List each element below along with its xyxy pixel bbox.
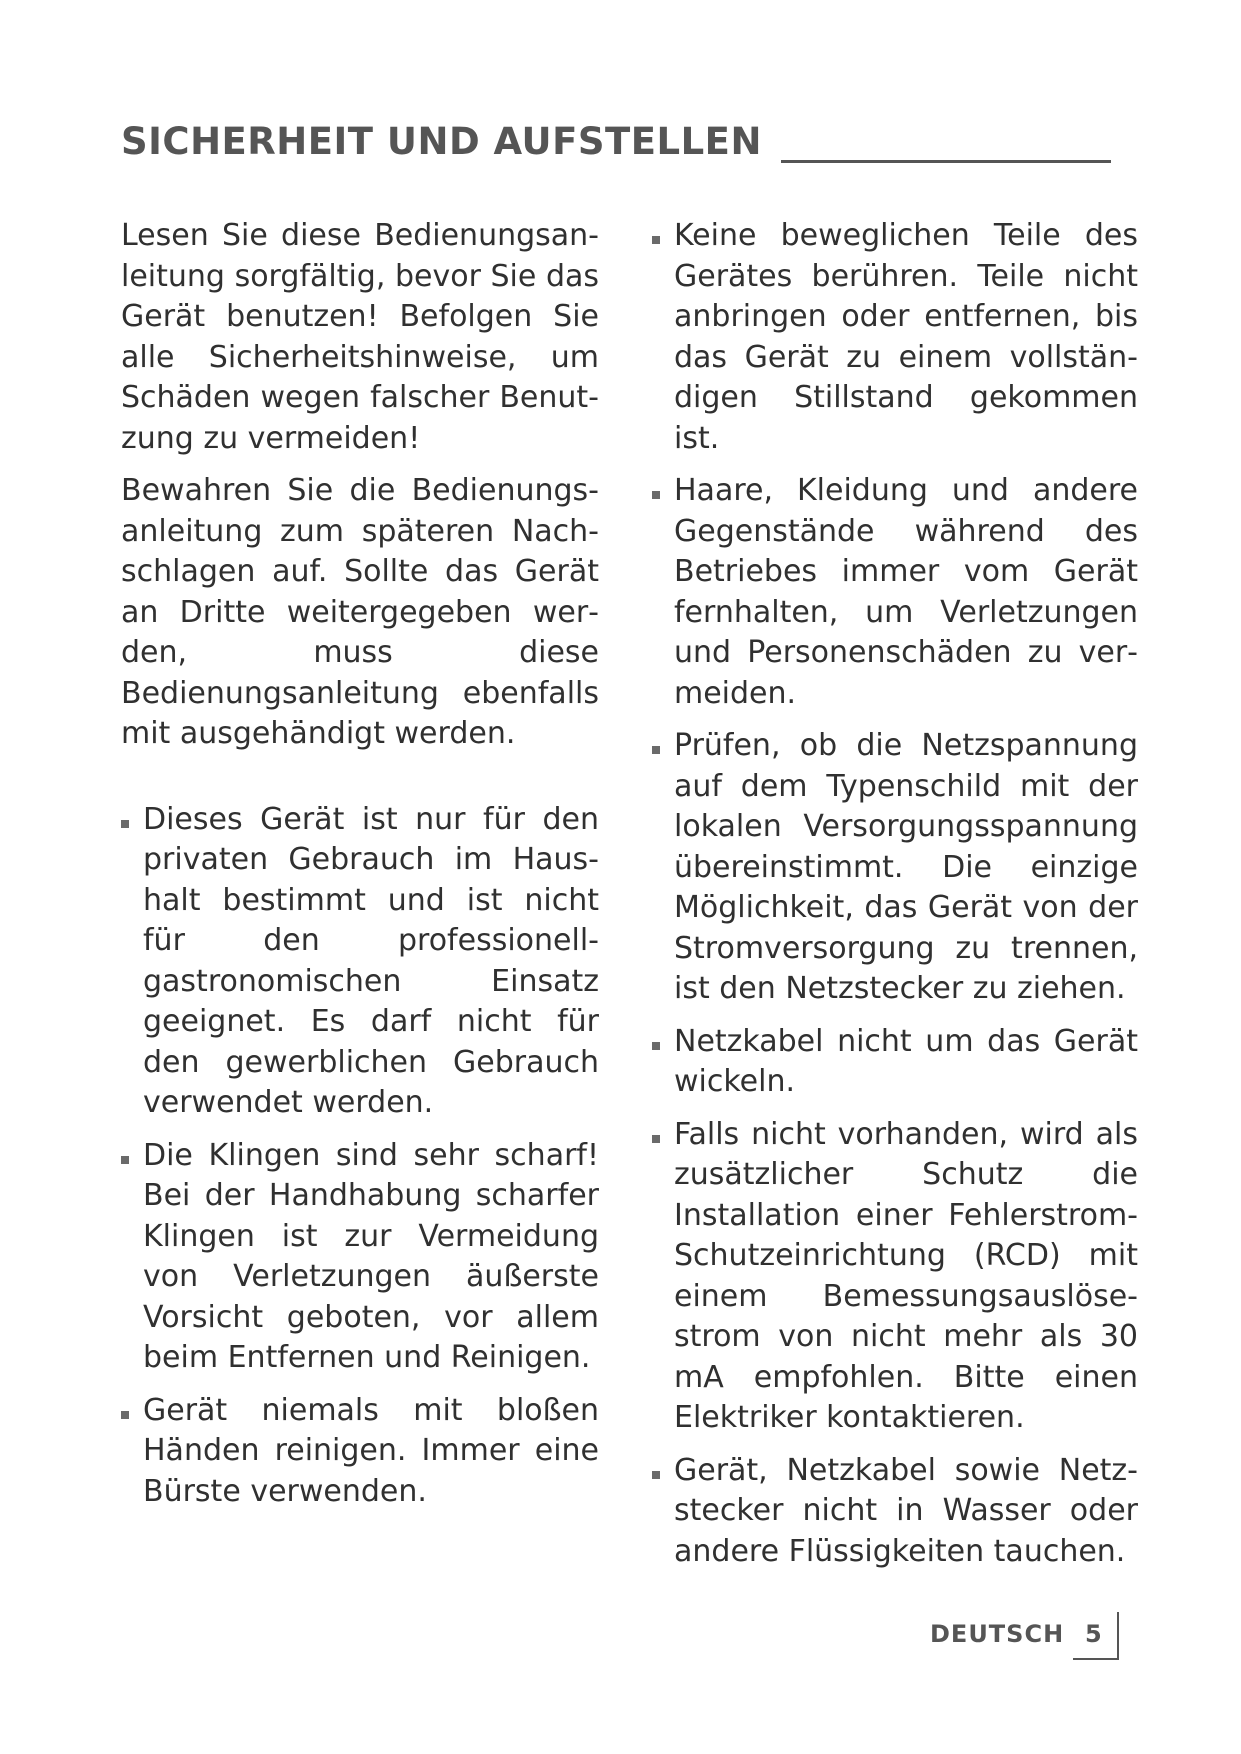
page-number: 5	[1085, 1620, 1102, 1648]
page-number-bracket-horizontal	[1073, 1658, 1119, 1660]
square-bullet-icon	[652, 1042, 660, 1050]
page-footer	[930, 1612, 1130, 1660]
square-bullet-icon	[121, 1156, 129, 1164]
title-underline	[781, 160, 1111, 163]
list-item	[652, 216, 1138, 459]
bullet-text: Keine beweglichen Teile des Gerätes berühren. Teile nicht anbringen oder entfernen, bis das Gerät zu einem vollständigen Stillstand gekommen ist.	[674, 218, 1138, 456]
square-bullet-icon	[121, 1411, 129, 1419]
bullet-text: Dieses Gerät ist nur für den privaten Gebrauch im Haushalt bestimmt und ist nicht für den professionell-gastronomischen Einsatz geeignet. Es darf nicht für den gewerblichen Gebrauch verwendet werden.	[143, 801, 599, 1120]
square-bullet-icon	[652, 1135, 660, 1143]
square-bullet-icon	[652, 491, 660, 499]
list-item	[652, 726, 1138, 1010]
intro-paragraph-2: Bewahren Sie die Bedienungsanleitung zum späteren Nachschlagen auf. Sollte das Gerät an Dritte weitergegeben werden, muss diese Bedienungsanleitung ebenfalls mit ausgehändigt werden.	[121, 473, 599, 751]
bullet-text: Gerät niemals mit bloßen Händen reinigen. Immer eine Bürste verwenden.	[143, 1392, 599, 1509]
footer-language: DEUTSCH	[930, 1620, 1065, 1648]
bullet-text: Haare, Kleidung und andere Gegenstände während des Betriebes immer vom Gerät fernhalten, um Verletzungen und Personenschäden zu vermeiden.	[674, 473, 1138, 711]
bullet-text: Falls nicht vorhanden, wird als zusätzlicher Schutz die Installation einer Fehlerstrom-Schutzeinrichtung (RCD) mit einem Bemessungsauslösestrom von nicht mehr als 30 mA empfohlen. Bitte einen Elektriker kontaktieren.	[674, 1116, 1138, 1435]
right-bullet-list	[652, 216, 1138, 1572]
list-item	[121, 1136, 599, 1379]
list-item	[652, 1115, 1138, 1439]
square-bullet-icon	[652, 746, 660, 754]
square-bullet-icon	[652, 1471, 660, 1479]
bullet-text: Prüfen, ob die Netzspannung auf dem Typenschild mit der lokalen Versorgungsspannung übereinstimmt. Die einzige Möglichkeit, das Gerät von der Stromversorgung zu trennen, ist den Netzstecker zu ziehen.	[674, 728, 1138, 1006]
list-item	[121, 800, 599, 1124]
bullet-text: Netzkabel nicht um das Gerät wickeln.	[674, 1023, 1138, 1099]
list-item	[121, 1391, 599, 1513]
left-column	[121, 216, 599, 1524]
bullet-text: Gerät, Netzkabel sowie Netzstecker nicht in Wasser oder andere Flüssigkeiten tauchen.	[674, 1452, 1138, 1569]
list-item	[652, 1022, 1138, 1103]
bullet-text: Die Klingen sind sehr scharf! Bei der Handhabung scharfer Klingen ist zur Vermeidung von Verletzungen äußerste Vorsicht geboten, vor allem beim Entfernen und Reinigen.	[143, 1137, 599, 1375]
intro-paragraph-1: Lesen Sie diese Bedienungsanleitung sorgfältig, bevor Sie das Gerät benutzen! Befolgen Sie alle Sicherheitshinweise, um Schäden wegen falscher Benutzung zu vermeiden!	[121, 218, 599, 456]
square-bullet-icon	[121, 820, 129, 828]
list-item	[652, 471, 1138, 714]
page-number-bracket-vertical	[1117, 1612, 1119, 1658]
page-title: SICHERHEIT UND AUFSTELLEN	[121, 120, 762, 163]
page-header	[121, 110, 1121, 170]
list-item	[652, 1451, 1138, 1573]
square-bullet-icon	[652, 236, 660, 244]
right-column	[652, 216, 1138, 1584]
left-bullet-list	[121, 800, 599, 1513]
